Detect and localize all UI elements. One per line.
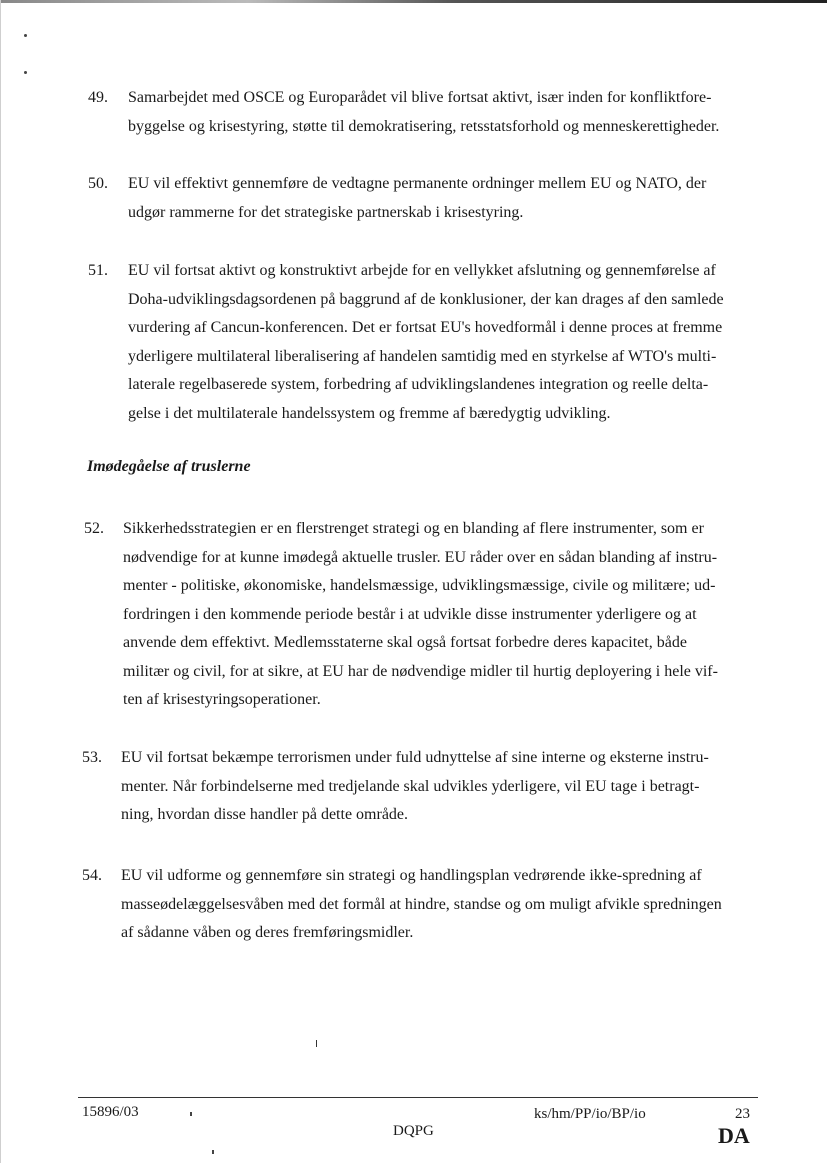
paragraph-text <box>128 84 768 141</box>
footer-document-number: 15896/03 <box>82 1104 139 1120</box>
paragraph-number: 53. <box>82 749 102 766</box>
text-line: EU vil fortsat aktivt og konstruktivt arbejde for en vellykket afslutning og gennemførelse af <box>128 262 716 279</box>
text-line: nødvendige for at kunne imødegå aktuelle trusler. EU råder over en sådan blanding af instru- <box>123 548 718 566</box>
footer-initials: ks/hm/PP/io/BP/io <box>534 1106 646 1122</box>
text-line: af sådanne våben og deres fremføringsmidler. <box>121 924 414 941</box>
text-line: Sikkerhedsstrategien er en flerstrenget strategi og en blanding af flere instrumenter, som er <box>123 520 704 537</box>
scan-mark <box>212 1150 214 1154</box>
text-line: byggelse og krisestyring, støtte til demokratisering, retsstatsforhold og menneskerettigheder. <box>128 117 720 135</box>
paragraph-text <box>123 515 763 715</box>
text-line: EU vil udforme og gennemføre sin strategi og handlingsplan vedrørende ikke-spredning af <box>121 867 702 884</box>
scan-top-edge <box>0 0 827 3</box>
text-line: laterale regelbaserede system, forbedring af udviklingslandenes integration og reelle delta- <box>128 376 709 393</box>
paragraph-text <box>128 257 768 428</box>
text-line: EU vil effektivt gennemføre de vedtagne permanente ordninger mellem EU og NATO, der <box>128 175 707 192</box>
paragraph-text <box>121 744 761 830</box>
paragraph-number: 52. <box>84 520 104 537</box>
language-code: DA <box>718 1123 750 1148</box>
footer-rule <box>78 1097 758 1098</box>
scan-mark <box>190 1112 192 1116</box>
text-line: ning, hvordan disse handler på dette område. <box>121 806 409 823</box>
text-line: Samarbejdet med OSCE og Europarådet vil blive fortsat aktivt, især inden for konfliktfore- <box>128 89 712 106</box>
page-number: 23 <box>735 1106 750 1122</box>
paragraph-number: 50. <box>88 175 108 192</box>
paragraph-number: 49. <box>88 89 108 106</box>
text-line: ten af krisestyringsoperationer. <box>123 691 321 708</box>
scan-left-edge <box>0 0 1 1163</box>
section-heading: Imødegåelse af truslerne <box>87 458 251 475</box>
text-line: anvende dem effektivt. Medlemsstaterne skal også fortsat forbedre deres kapacitet, både <box>123 634 687 651</box>
scan-speck <box>24 34 27 37</box>
scan-speck <box>24 71 27 74</box>
text-line: Doha-udviklingsdagsordenen på baggrund af de konklusioner, der kan drages af den samlede <box>128 290 724 308</box>
footer-department-code: DQPG <box>393 1123 434 1139</box>
text-line: vurdering af Cancun-konferencen. Det er fortsat EU's hovedformål i denne proces at fremme <box>128 319 723 336</box>
paragraph-text <box>121 862 761 948</box>
paragraph-number: 54. <box>82 867 102 884</box>
text-line: militær og civil, for at sikre, at EU har de nødvendige midler til hurtig deployering i hele vif- <box>123 662 718 680</box>
scan-mark <box>316 1040 317 1047</box>
paragraph-text <box>128 170 768 227</box>
text-line: menter. Når forbindelserne med tredjelande skal udvikles yderligere, vil EU tage i betragt- <box>121 777 700 795</box>
text-line: EU vil fortsat bekæmpe terrorismen under fuld udnyttelse af sine interne og eksterne instru- <box>121 749 709 766</box>
text-line: menter - politiske, økonomiske, handelsmæssige, udviklingsmæssige, civile og militære; ud- <box>123 577 716 594</box>
text-line: yderligere multilateral liberalisering af handelen samtidig med en styrkelse af WTO's multi- <box>128 347 717 365</box>
text-line: gelse i det multilaterale handelssystem og fremme af bæredygtig udvikling. <box>128 404 611 422</box>
text-line: masseødelæggelsesvåben med det formål at hindre, standse og om muligt afvikle spredningen <box>121 895 722 913</box>
text-line: udgør rammerne for det strategiske partnerskab i krisestyring. <box>128 203 524 221</box>
text-line: fordringen i den kommende periode består i at udvikle disse instrumenter yderligere og at <box>123 605 697 623</box>
paragraph-number: 51. <box>88 262 108 279</box>
